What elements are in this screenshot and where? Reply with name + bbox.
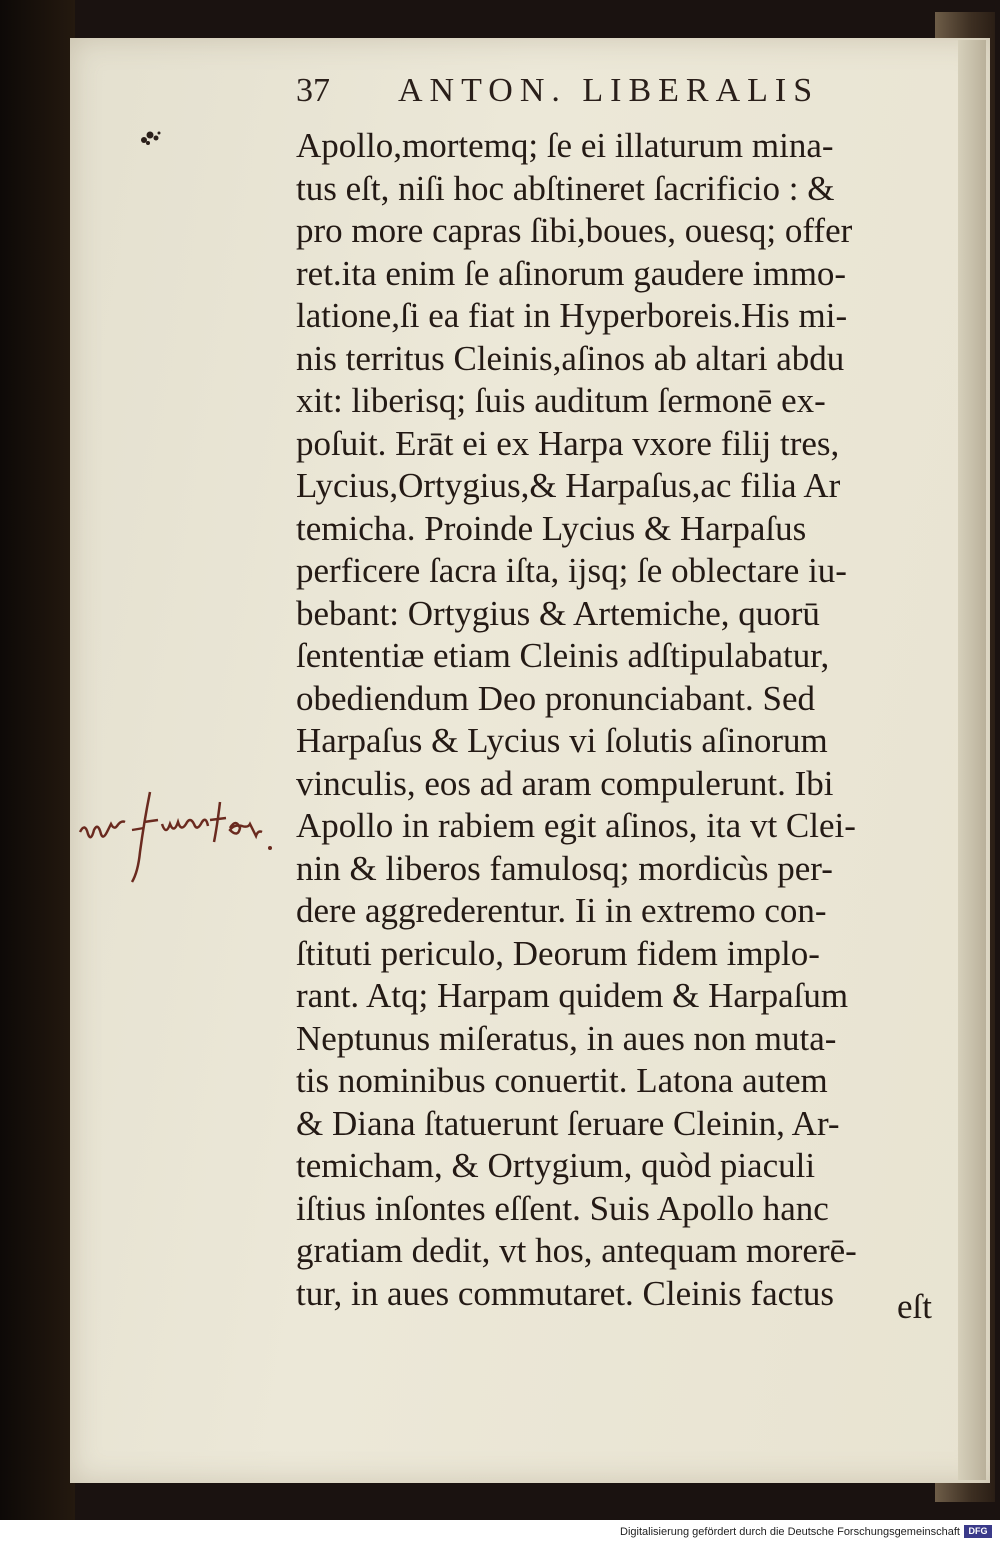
handwritten-marginal-note <box>70 782 285 892</box>
text-line: xit: liberisq; ſuis auditum ſermonē ex- <box>296 381 826 420</box>
text-line: obediendum Deo pronunciabant. Sed <box>296 678 816 718</box>
text-line: temicham, & Ortygium, quòd piaculi <box>296 1146 816 1185</box>
text-line: perficere ſacra iſta, ijsq; ſe oblectare iu- <box>296 551 847 590</box>
footer-bar <box>0 1520 1000 1545</box>
text-line: & Diana ſtatuerunt ſeruare Cleinin, Ar- <box>296 1103 840 1143</box>
text-line: Lycius,Ortygius,& Harpaſus,ac filia Ar <box>296 466 841 505</box>
text-line: Neptunus miſeratus, in aues non muta- <box>296 1018 837 1058</box>
text-line: tus eſt, niſi hoc abſtineret ſacrificio : & <box>296 168 835 208</box>
text-line: tur, in aues commutaret. Cleinis factus <box>296 1273 835 1313</box>
spine-shadow <box>0 0 75 1520</box>
text-line: nin & liberos famulosq; mordicùs per- <box>296 848 833 888</box>
text-line: bebant: Ortygius & Artemiche, quorū <box>296 593 820 633</box>
body-text <box>296 125 946 1315</box>
text-line: nis territus Cleinis,aſinos ab altari abdu <box>296 338 845 378</box>
text-line: Apollo in rabiem egit aſinos, ita vt Clei- <box>296 806 856 845</box>
text-line: Apollo,mortemq; ſe ei illaturum mina- <box>296 126 834 165</box>
catchword: eſt <box>897 1287 932 1326</box>
text-line: rant. Atq; Harpam quidem & Harpaſum <box>296 976 849 1015</box>
text-line: pro more capras ſibi,boues, ouesq; offer <box>296 211 853 250</box>
text-line: temicha. Proinde Lycius & Harpaſus <box>296 508 807 548</box>
page-header <box>296 72 876 116</box>
text-line: ſententiæ etiam Cleinis adſtipulabatur, <box>296 636 830 675</box>
dfg-logo-icon: DFG <box>964 1525 992 1538</box>
text-line: vinculis, eos ad aram compulerunt. Ibi <box>296 763 834 803</box>
text-line: dere aggrederentur. Ii in extremo con- <box>296 891 827 930</box>
text-line: poſuit. Erāt ei ex Harpa vxore filij tres, <box>296 423 840 463</box>
folio-number: 37 <box>296 72 330 109</box>
text-line: Harpaſus & Lycius vi ſolutis aſinorum <box>296 721 828 760</box>
text-line: tis nominibus conuertit. Latona autem <box>296 1061 828 1100</box>
text-line: latione,ſi ea fiat in Hyperboreis.His mi- <box>296 296 848 335</box>
page-fore-edge <box>958 40 986 1480</box>
text-line: iſtius inſontes eſſent. Suis Apollo hanc <box>296 1188 829 1228</box>
text-line: ſtituti periculo, Deorum fidem implo- <box>296 933 820 973</box>
text-line: gratiam dedit, vt hos, antequam morerē- <box>296 1231 857 1270</box>
digitization-credit: Digitalisierung gefördert durch die Deutsche Forschungsgemeinschaft <box>620 1526 960 1538</box>
text-line: ret.ita enim ſe aſinorum gaudere immo- <box>296 253 847 293</box>
ink-blot-icon <box>134 124 170 152</box>
running-title: ANTON. LIBERALIS <box>398 72 820 109</box>
